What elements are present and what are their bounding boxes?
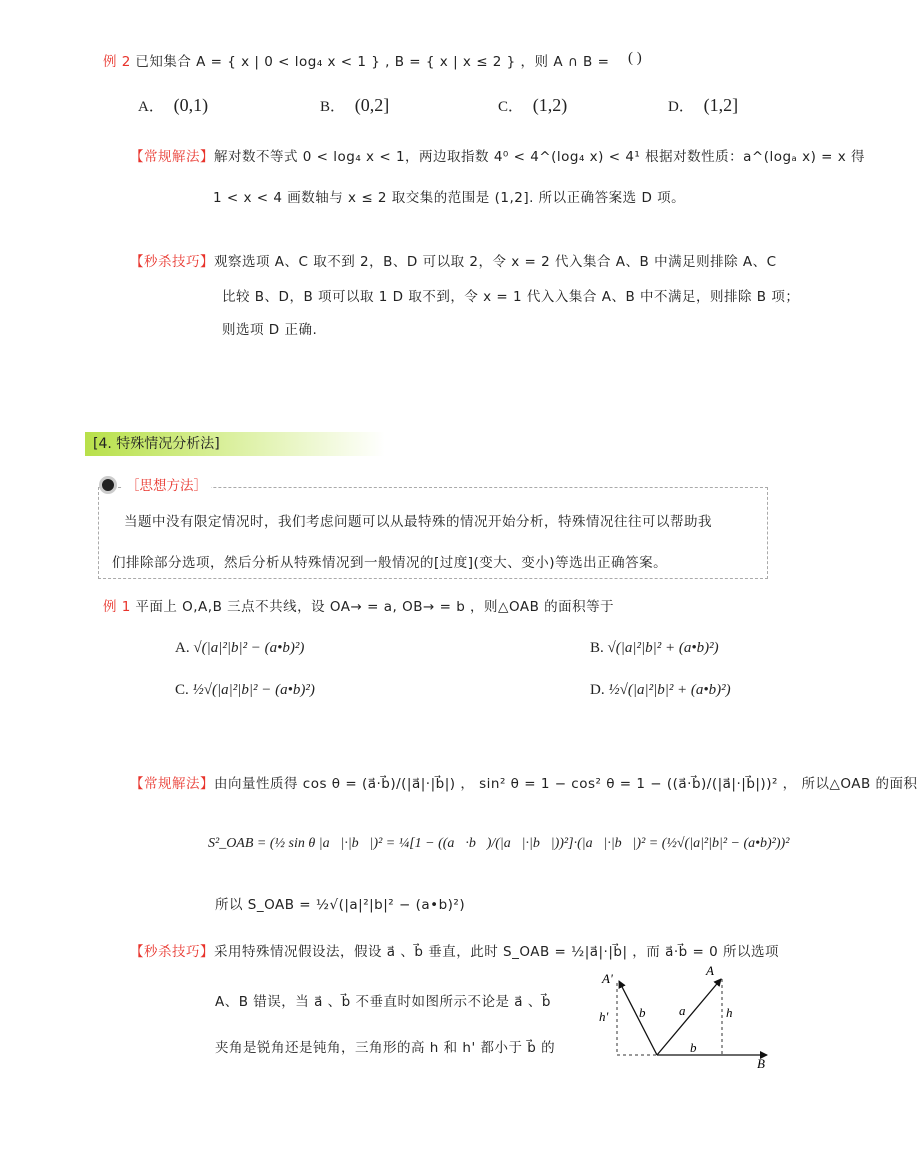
option-letter: D． [668, 99, 694, 115]
method-line-1: 当题中没有限定情况时，我们考虑问题可以从最特殊的情况开始分析，特殊情况往往可以帮助我 [124, 514, 712, 530]
normal-solution-tag: 【常规解法】 [130, 149, 214, 165]
normal-solution-line-1 [130, 145, 865, 165]
trick-tag: 【秒杀技巧】 [130, 254, 214, 270]
normal-solution-text: 解对数不等式 0 < log₄ x < 1，两边取指数 4⁰ < 4^(log₄ x) < 4¹ 根据对数性质：a^(logₐ x) = x 得 [214, 149, 866, 165]
normal-solution-line-1 [130, 772, 918, 792]
option-c [175, 682, 315, 699]
option-letter: C. [175, 682, 189, 698]
label-h: h [726, 1005, 733, 1020]
normal-solution-line-2: 1 < x < 4 画数轴与 x ≤ 2 取交集的范围是 (1,2]. 所以正确答案选 D 项。 [213, 190, 686, 206]
label-a-prime: A' [602, 971, 613, 986]
option-value: (1,2] [703, 95, 739, 115]
answer-paren: ( ) [628, 50, 642, 66]
method-label: ［思想方法］ [122, 474, 211, 494]
normal-solution-text-b: sin² θ = 1 − cos² θ = 1 − ((a⃗·b⃗)/(|a⃗|·|b⃗|))² ， [479, 776, 797, 792]
trick-line-3: 则选项 D 正确. [222, 322, 318, 338]
option-value: √(|a|²|b|² − (a•b)²) [193, 640, 305, 656]
normal-solution-text-a: 由向量性质得 cos θ = (a⃗·b⃗)/(|a⃗|·|b⃗|) ， [214, 776, 475, 792]
section-heading: [4. 特殊情况分析法] [85, 432, 385, 456]
question-stem: 已知集合 A = { x | 0 < log₄ x < 1 } , B = { x | x ≤ 2 } ，则 A ∩ B = [135, 54, 610, 70]
option-d [668, 95, 738, 116]
label-b-bottom: b⃗ [690, 1040, 707, 1055]
trick-line-2: 比较 B、D，B 项可以取 1 D 取不到，令 x = 1 代入入集合 A、B 中不满足，则排除 B 项； [222, 289, 800, 305]
trick-line-3: 夹角是锐角还是钝角，三角形的高 h 和 h' 都小于 b⃗ 的 [215, 1040, 556, 1056]
option-a [138, 95, 208, 116]
option-letter: B. [590, 640, 604, 656]
example-label: 例 1 [103, 599, 131, 615]
area-result: 所以 S_OAB = ½√(|a|²|b|² − (a•b)²) [215, 897, 466, 913]
option-letter: A. [175, 640, 190, 656]
option-letter: C． [498, 99, 524, 115]
trick-tag: 【秒杀技巧】 [130, 944, 214, 960]
trick-text: 观察选项 A、C 取不到 2，B、D 可以取 2，令 x = 2 代入集合 A、B 中满足则排除 A、C [214, 254, 777, 270]
option-value: (0,2] [354, 95, 390, 115]
option-value: √(|a|²|b|² + (a•b)²) [607, 640, 719, 656]
label-b-left: b⃗ [639, 1005, 656, 1020]
option-value: ½√(|a|²|b|² + (a•b)²) [608, 682, 731, 698]
normal-solution-tag: 【常规解法】 [130, 776, 214, 792]
normal-solution-text-c: 所以△OAB 的面积 [801, 776, 918, 792]
option-a [175, 640, 304, 657]
method-line-2: 们排除部分选项，然后分析从特殊情况到一般情况的[过度](变大、变小)等选出正确答案。 [112, 555, 668, 571]
example-1-question [103, 595, 614, 615]
label-vector-a: a⃗ [679, 1003, 696, 1018]
option-d [590, 682, 731, 699]
option-letter: B． [320, 99, 346, 115]
label-b-point: B [757, 1056, 765, 1071]
trick-text: 采用特殊情况假设法，假设 a⃗ 、b⃗ 垂直，此时 S_OAB = ½|a⃗|·|b⃗| ，而 a⃗·b⃗ = 0 所以选项 [214, 944, 780, 960]
option-letter: D. [590, 682, 605, 698]
method-box [98, 487, 768, 579]
trick-line-2: A、B 错误，当 a⃗ 、b⃗ 不垂直时如图所示不论是 a⃗ 、b⃗ [215, 994, 551, 1010]
area-derivation: S²_OAB = (½ sin θ |a⃗|·|b⃗|)² = ¼[1 − ((a⃗·b⃗)/(|a⃗|·|b⃗|))²]·(|a⃗|·|b⃗|)² = (½√(|a|²|b|² − (a•b)²))² [208, 836, 790, 851]
example-label: 例 2 [103, 54, 131, 70]
bullet-icon [99, 476, 117, 494]
option-b [590, 640, 719, 657]
label-a: A [706, 963, 714, 978]
question-stem: 平面上 O,A,B 三点不共线，设 OA→ = a, OB→ = b ，则△OAB 的面积等于 [135, 599, 615, 615]
option-b [320, 95, 389, 116]
trick-line-1 [130, 940, 779, 960]
trick-line-1 [130, 250, 777, 270]
option-c [498, 95, 567, 116]
vector-figure [595, 965, 780, 1075]
label-h-prime: h' [599, 1009, 609, 1024]
option-letter: A． [138, 99, 164, 115]
option-value: ½√(|a|²|b|² − (a•b)²) [192, 682, 315, 698]
option-value: (0,1) [173, 95, 209, 115]
option-value: (1,2) [532, 95, 568, 115]
example-2-question [103, 50, 609, 70]
